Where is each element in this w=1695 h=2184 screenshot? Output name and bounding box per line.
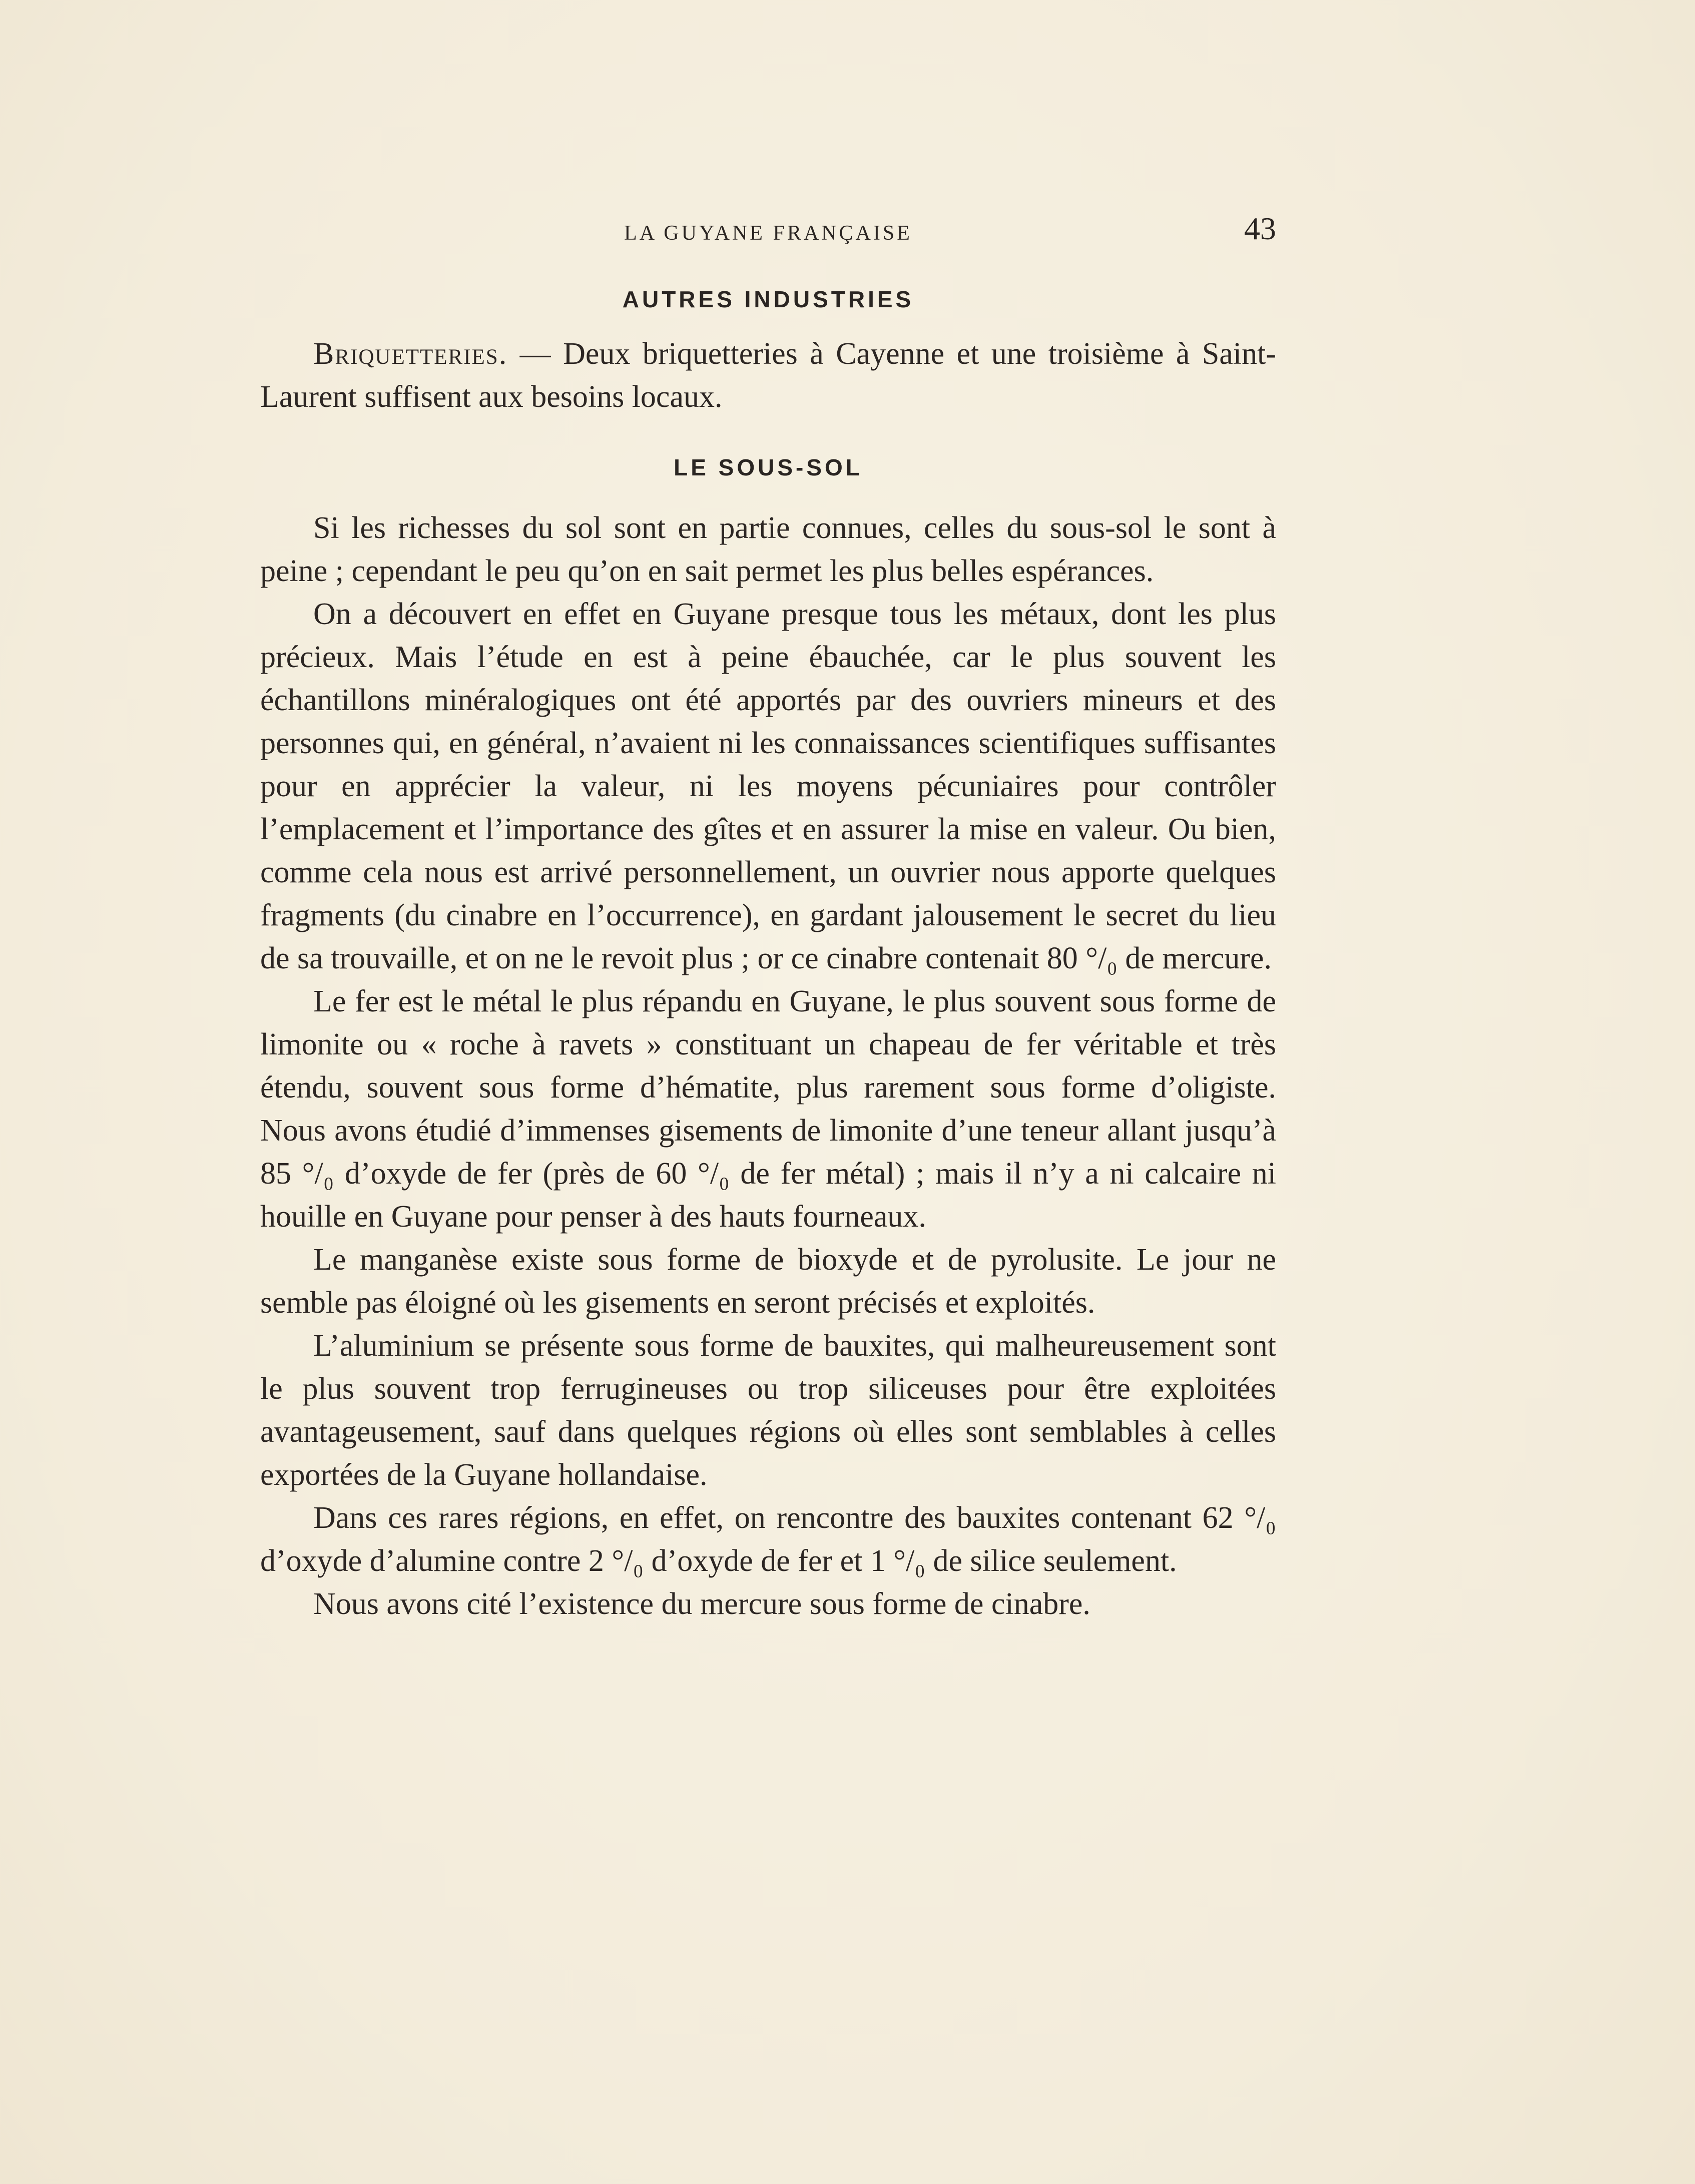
paragraph: On a découvert en effet en Guyane presque tous les métaux, dont les plus précieux. Mais l’étude en est à peine ébauchée, car le plus souvent les échantillons minéralogiques ont été apportés par des ouvriers mineurs et des personnes qui, en général, n’avaient ni les connaissances scientifiques suffisantes pour en apprécier la valeur, ni les moyens pécuniaires pour contrôler l’emplacement et l’importance des gîtes et en assurer la mise en valeur. Ou bien, comme cela nous est arrivé personnellement, un ouvrier nous apporte quelques fragments (du cinabre en l’occurrence), en gardant jalousement le secret du lieu de sa trouvaille, et on ne le revoit plus ; or ce cinabre contenait 80 °/₀ de mercure. [260,597,1276,975]
paragraph: Dans ces rares régions, en effet, on rencontre des bauxites contenant 62 °/₀ d’oxyde d’alumine contre 2 °/₀ d’oxyde de fer et 1 °/₀ de silice seulement. [260,1501,1276,1578]
page-number: 43 [1244,211,1276,246]
section-heading-autres-industries: AUTRES INDUSTRIES [622,286,914,312]
paragraph-briquetteries [260,332,1276,418]
paragraph: Nous avons cité l’existence du mercure sous forme de cinabre. [313,1587,1090,1621]
paragraph-lead-term: Briquetteries. [313,337,508,371]
paragraph-text: — Deux briquetteries à Cayenne et une troisième à Saint-Laurent suffisent aux besoins locaux. [260,337,1276,414]
running-head [260,210,1276,255]
running-title: LA GUYANE FRANÇAISE [624,222,912,245]
paragraph: Le manganèse existe sous forme de bioxyde et de pyrolusite. Le jour ne semble pas éloigné où les gisements en seront précisés et exploités. [260,1243,1276,1320]
section-heading-sous-sol: LE SOUS-SOL [674,454,863,480]
paragraph: Si les richesses du sol sont en partie connues, celles du sous-sol le sont à peine ; cependant le peu qu’on en sait permet les plus belles espérances. [260,511,1276,588]
paragraph: Le fer est le métal le plus répandu en Guyane, le plus souvent sous forme de limonite ou « roche à ravets » constituant un chapeau de fer véritable et très étendu, souvent sous forme d’hématite, plus rarement sous forme d’oligiste. Nous avons étudié d’immenses gisements de limonite d’une teneur allant jusqu’à 85 °/₀ d’oxyde de fer (près de 60 °/₀ de fer métal) ; mais il n’y a ni calcaire ni houille en Guyane pour penser à des hauts fourneaux. [260,984,1276,1234]
paragraph: L’aluminium se présente sous forme de bauxites, qui malheureusement sont le plus souvent trop ferrugineuses ou trop siliceuses pour être exploitées avantageusement, sauf dans quelques régions où elles sont semblables à celles exportées de la Guyane hollandaise. [260,1329,1276,1492]
body-text [260,280,1276,1625]
